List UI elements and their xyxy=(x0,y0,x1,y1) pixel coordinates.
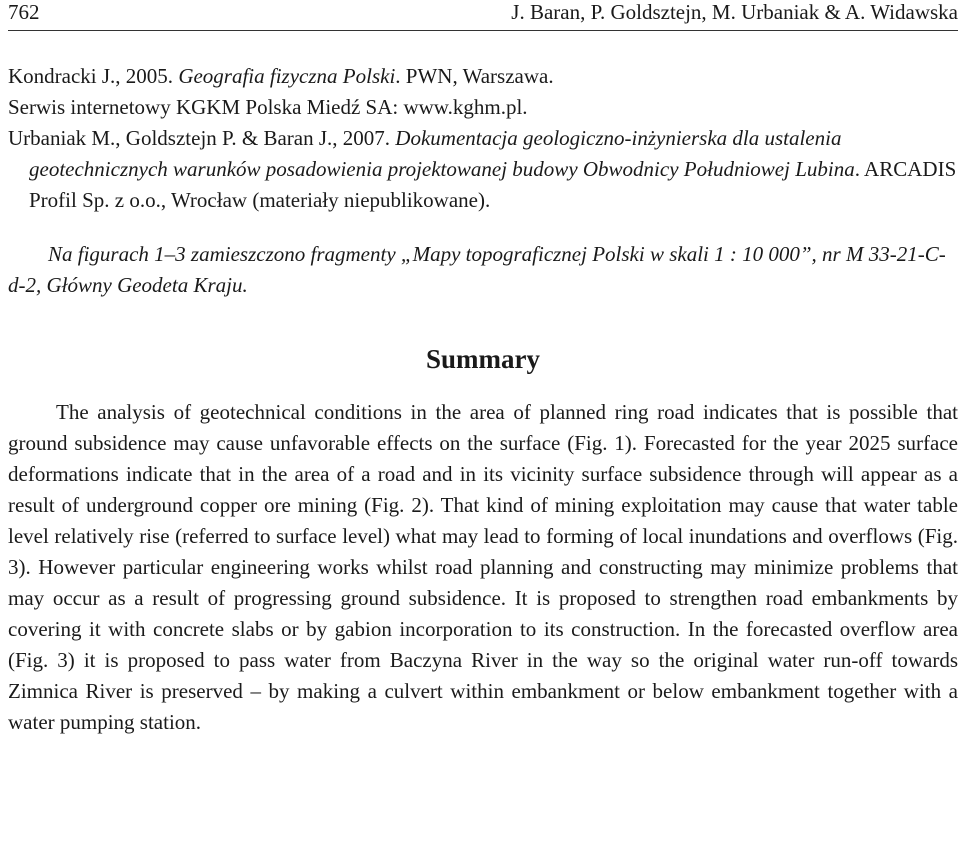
reference-item xyxy=(8,61,958,92)
running-authors: J. Baran, P. Goldsztejn, M. Urbaniak & A. Widawska xyxy=(511,0,958,24)
running-header xyxy=(8,0,958,31)
reference-publisher: . ARCADIS Profil Sp. z o.o., Wrocław (materiały niepublikowane). xyxy=(29,157,957,212)
reference-item xyxy=(8,123,958,216)
page-number: 762 xyxy=(8,0,40,24)
references-list xyxy=(8,61,958,216)
reference-item xyxy=(8,92,958,123)
summary-paragraph: The analysis of geotechnical conditions in the area of planned ring road indicates that is possible that ground subsidence may cause unfavorable effects on the surface (Fig. 1). Forecasted for the year 2025 surface deformations indicate that in the area of a road and in its vicinity surface subsidence through will appear as a result of underground copper ore mining (Fig. 2). That kind of mining exploitation may cause that water table level relatively rise (referred to surface level) what may lead to forming of local inundations and overflows (Fig. 3). However particular engineering works whilst road planning and constructing may minimize problems that may occur as a result of progressing ground subsidence. It is proposed to strengthen road embankments by covering it with concrete slabs or by gabion incorporation to its construction. In the forecasted overflow area (Fig. 3) it is proposed to pass water from Baczyna River in the way so the original water run-off towards Zimnica River is preserved – by making a culvert within embankment or below embankment together with a water pumping station. xyxy=(8,400,958,734)
summary-heading: Summary xyxy=(426,344,540,374)
page xyxy=(8,0,958,759)
reference-authors: Kondracki J., 2005. xyxy=(8,64,179,88)
figure-source-note: Na figurach 1–3 zamieszczono fragmenty „Mapy topograficznej Polski w skali 1 : 10 000”, nr M 33-21-C-d-2, Główny Geodeta Kraju. xyxy=(8,242,946,297)
reference-authors: Urbaniak M., Goldsztejn P. & Baran J., 2007. xyxy=(8,126,396,150)
reference-title: Geografia fizyczna Polski xyxy=(178,64,396,88)
reference-authors: Serwis internetowy KGKM Polska Miedź SA: www.kghm.pl. xyxy=(8,95,528,119)
reference-publisher: . PWN, Warszawa. xyxy=(395,64,554,88)
reference-title: Dokumentacja geologiczno-inżynierska dla ustalenia geotechnicznych warunków posadowienia projektowanej budowy Obwodnicy Południowej Lubina xyxy=(29,126,855,181)
